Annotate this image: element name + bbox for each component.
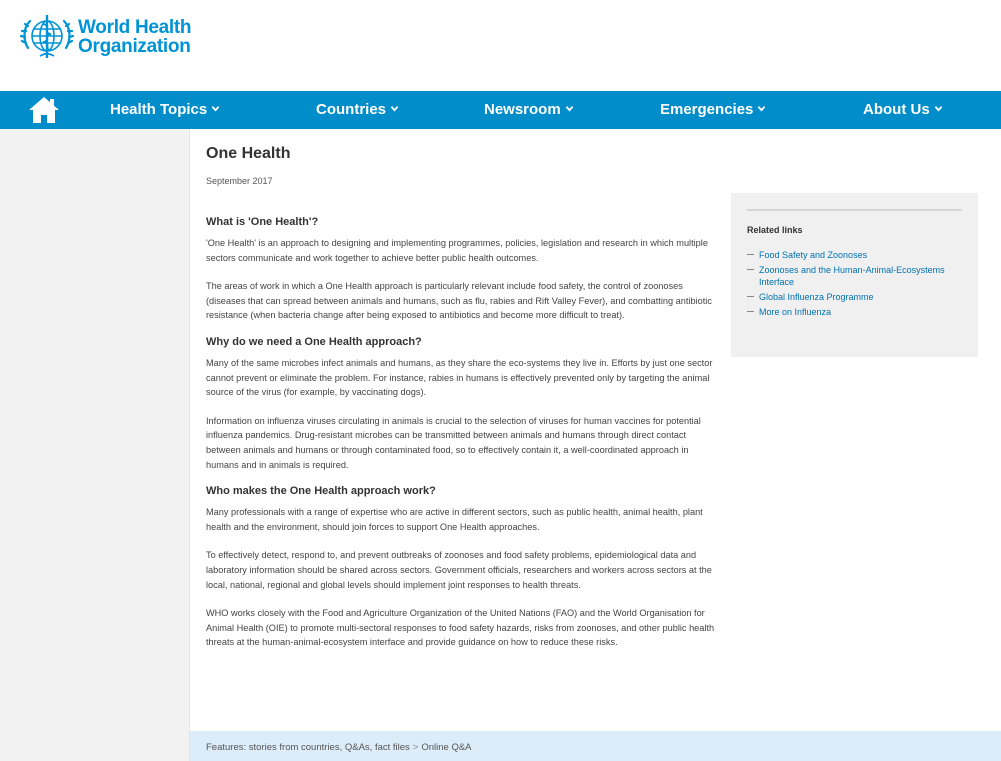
chevron-down-icon bbox=[934, 104, 943, 113]
breadcrumb-bar bbox=[190, 731, 1001, 761]
related-link-global-influenza[interactable] bbox=[747, 291, 962, 303]
who-logo[interactable] bbox=[19, 12, 191, 62]
nav-item-label: Countries bbox=[316, 101, 387, 118]
left-column bbox=[0, 129, 190, 761]
section-heading: What is 'One Health'? bbox=[206, 216, 319, 228]
paragraph: Many of the same microbes infect animals and humans, as they share the eco-systems they live in. Efforts by just one sector cannot prevent or eliminate the problem. For instance, rabies in humans is effectively prevented only by targeting the animal source of the virus (for example, by vaccinating dogs). bbox=[206, 357, 713, 398]
link-label: Zoonoses and the Human-Animal-Ecosystems Interface bbox=[759, 265, 945, 287]
dash-bullet-icon bbox=[747, 311, 754, 312]
breadcrumb-current: Online Q&A bbox=[421, 742, 472, 753]
dash-bullet-icon bbox=[747, 296, 754, 297]
related-link-more-influenza[interactable] bbox=[747, 306, 962, 318]
section-heading: Who makes the One Health approach work? bbox=[206, 485, 436, 498]
link-label: More on Influenza bbox=[759, 307, 832, 317]
divider bbox=[747, 209, 962, 211]
breadcrumb-separator: > bbox=[412, 742, 419, 753]
related-link-food-safety[interactable] bbox=[747, 249, 962, 261]
nav-item-countries[interactable] bbox=[316, 91, 399, 129]
nav-item-label: Emergencies bbox=[660, 101, 754, 118]
related-links-title: Related links bbox=[747, 225, 803, 235]
link-label: Global Influenza Programme bbox=[759, 292, 874, 302]
paragraph: 'One Health' is an approach to designing and implementing programmes, policies, legislation and research in which multiple sectors communicate and work together to achieve better public health outcomes. bbox=[206, 238, 708, 263]
dash-bullet-icon bbox=[747, 269, 754, 270]
paragraph: WHO works closely with the Food and Agriculture Organization of the United Nations (FAO) and the World Organisation for Animal Health (OIE) to promote multi-sectoral responses to food safety hazards, risks from zoonoses, and other public health threats at the human-animal-ecosystem interface and provide guidance on how to reduce these risks. bbox=[206, 608, 715, 648]
chevron-down-icon bbox=[211, 104, 220, 113]
nav-item-label: Newsroom bbox=[484, 101, 561, 118]
page-title: One Health bbox=[206, 145, 291, 162]
brand-name-line1: World Health bbox=[78, 17, 192, 38]
publication-date: September 2017 bbox=[206, 176, 273, 186]
site-header bbox=[0, 0, 1001, 91]
breadcrumb bbox=[206, 742, 472, 753]
chevron-down-icon bbox=[757, 104, 766, 113]
nav-item-label: Health Topics bbox=[110, 101, 208, 118]
chevron-down-icon bbox=[565, 104, 574, 113]
paragraph: To effectively detect, respond to, and prevent outbreaks of zoonoses and food safety problems, epidemiological data and laboratory information should be shared across sectors. Government officials, researchers and workers across sectors at the local, national, regional and global levels should implement joint responses to health threats. bbox=[206, 550, 712, 590]
paragraph: Many professionals with a range of expertise who are active in different sectors, such as public health, animal health, plant health and the environment, should join forces to support One Health approaches. bbox=[206, 507, 703, 532]
brand-name-line2: Organization bbox=[78, 36, 191, 57]
related-links-panel bbox=[731, 193, 978, 357]
who-logo-text bbox=[78, 18, 191, 56]
main-navigation bbox=[0, 91, 1001, 129]
related-links-list bbox=[747, 249, 962, 321]
paragraph: The areas of work in which a One Health approach is particularly relevant include food safety, the control of zoonoses (diseases that can spread between animals and humans, such as flu, rabies and Rift Valley Fever), and combatting antibiotic resistance (when bacteria change after being exposed to antibiotics and become more difficult to treat). bbox=[206, 281, 712, 321]
nav-item-newsroom[interactable] bbox=[484, 91, 574, 129]
related-link-zoonoses-interface[interactable] bbox=[747, 264, 962, 288]
home-icon[interactable] bbox=[28, 96, 60, 124]
who-emblem-icon bbox=[19, 12, 75, 62]
section-heading: Why do we need a One Health approach? bbox=[206, 335, 422, 348]
nav-item-label: About Us bbox=[863, 101, 930, 118]
link-label: Food Safety and Zoonoses bbox=[759, 250, 868, 260]
dash-bullet-icon bbox=[747, 254, 754, 255]
nav-item-emergencies[interactable] bbox=[660, 91, 766, 129]
chevron-down-icon bbox=[390, 104, 399, 113]
nav-item-about-us[interactable] bbox=[863, 91, 943, 129]
paragraph: Information on influenza viruses circulating in animals is crucial to the selection of viruses for human vaccines for potential influenza pandemics. Drug-resistant microbes can be transmitted between animals and humans through direct contact between animals and humans or through contaminated food, so to effectively contain it, a well-coordinated approach in humans and in animals is required. bbox=[206, 415, 701, 470]
nav-item-health-topics[interactable] bbox=[110, 91, 220, 129]
article-body bbox=[206, 216, 716, 650]
breadcrumb-link-features[interactable]: Features: stories from countries, Q&As, fact files bbox=[206, 742, 410, 753]
